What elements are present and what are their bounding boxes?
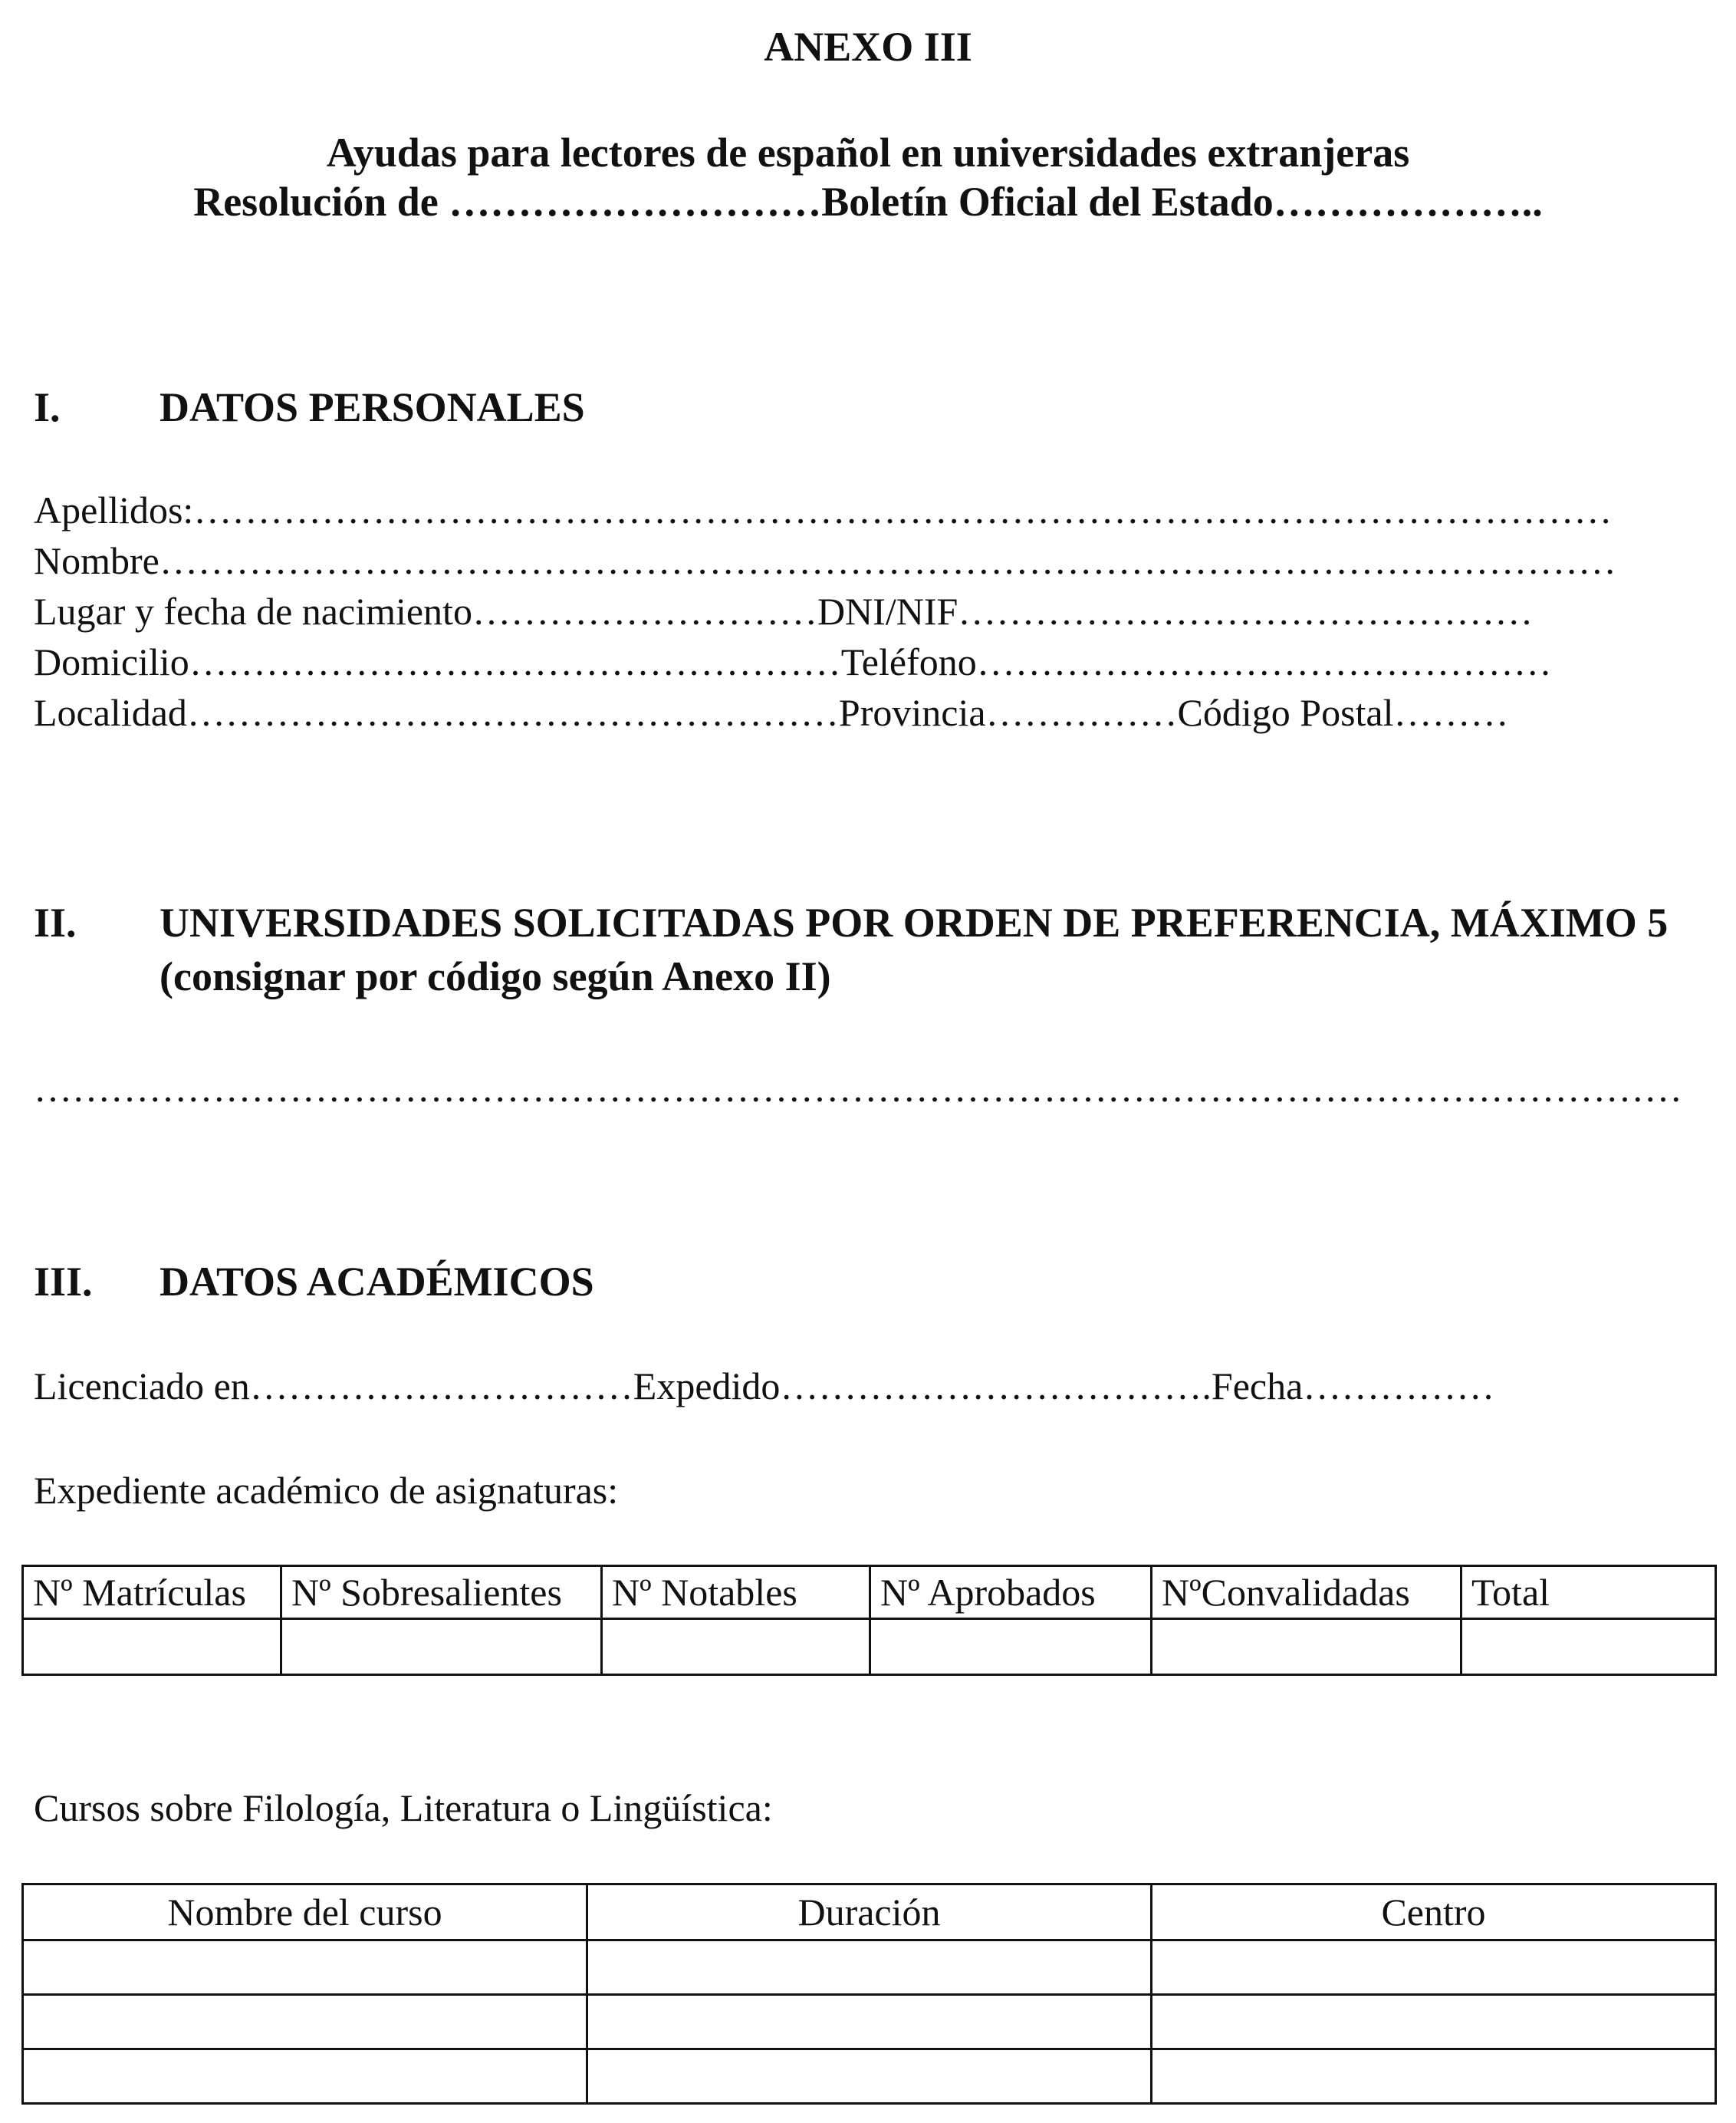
- courses-input-row: [23, 1940, 1716, 1995]
- courses-label: Cursos sobre Filología, Literatura o Lingüística:: [34, 1786, 773, 1829]
- courses-table: [21, 1883, 1717, 2105]
- courses-input-cell[interactable]: [1152, 1940, 1716, 1995]
- grades-header-cell: Nº Sobresalientes: [281, 1566, 602, 1619]
- annex-title: ANEXO III: [764, 24, 972, 70]
- section-2-number: II.: [34, 900, 77, 946]
- courses-input-cell[interactable]: [23, 1940, 587, 1995]
- grades-table: [21, 1565, 1717, 1676]
- grades-header-cell: Total: [1461, 1566, 1716, 1619]
- universities-field[interactable]: …………………………………………………………………………………………………………………: [34, 1067, 1682, 1110]
- grades-header-cell: NºConvalidadas: [1152, 1566, 1461, 1619]
- courses-input-row: [23, 2049, 1716, 2104]
- section-2-instruction: (consignar por código según Anexo II): [159, 953, 831, 999]
- form-subtitle: Ayudas para lectores de español en universidades extranjeras: [326, 130, 1410, 176]
- surname-field[interactable]: Apellidos:…………………………………………………………………………………………………: [34, 489, 1613, 532]
- grades-header-cell: Nº Matrículas: [23, 1566, 281, 1619]
- birth-and-id-field[interactable]: Lugar y fecha de nacimiento………………………DNI/NIF………………………………………: [34, 590, 1534, 633]
- section-2-title: UNIVERSIDADES SOLICITADAS POR ORDEN DE PREFERENCIA, MÁXIMO 5: [159, 900, 1669, 946]
- courses-header-cell: Centro: [1152, 1884, 1716, 1940]
- grades-input-cell[interactable]: [870, 1619, 1152, 1675]
- courses-input-cell[interactable]: [23, 1995, 587, 2049]
- degree-field[interactable]: Licenciado en…………………………Expedido…………………………….Fecha……………: [34, 1364, 1495, 1407]
- grades-label: Expediente académico de asignaturas:: [34, 1469, 619, 1512]
- section-3-title: DATOS ACADÉMICOS: [159, 1259, 594, 1305]
- courses-header-cell: Nombre del curso: [23, 1884, 587, 1940]
- name-field[interactable]: Nombre……………………………………………………………………………………………………: [34, 539, 1616, 582]
- grades-input-cell[interactable]: [1461, 1619, 1716, 1675]
- grades-input-row: [23, 1619, 1716, 1675]
- courses-input-cell[interactable]: [587, 1995, 1152, 2049]
- courses-input-cell[interactable]: [1152, 2049, 1716, 2104]
- courses-input-cell[interactable]: [587, 1940, 1152, 1995]
- courses-input-row: [23, 1995, 1716, 2049]
- courses-input-cell[interactable]: [23, 2049, 587, 2104]
- courses-header-cell: Duración: [587, 1884, 1152, 1940]
- grades-header-row: [23, 1566, 1716, 1619]
- grades-input-cell[interactable]: [23, 1619, 281, 1675]
- locality-province-postal-field[interactable]: Localidad……………………………………………Provincia……………Código Postal………: [34, 691, 1509, 734]
- grades-input-cell[interactable]: [1152, 1619, 1461, 1675]
- address-and-phone-field[interactable]: Domicilio……………………………………………Teléfono………………………………………: [34, 640, 1552, 683]
- grades-header-cell: Nº Aprobados: [870, 1566, 1152, 1619]
- section-1-title: DATOS PERSONALES: [159, 384, 585, 430]
- courses-header-row: [23, 1884, 1716, 1940]
- courses-input-cell[interactable]: [1152, 1995, 1716, 2049]
- resolution-line: Resolución de ………………………Boletín Oficial del Estado………………..: [193, 179, 1543, 225]
- courses-input-cell[interactable]: [587, 2049, 1152, 2104]
- section-3-number: III.: [34, 1259, 93, 1305]
- section-1-number: I.: [34, 384, 61, 430]
- grades-input-cell[interactable]: [602, 1619, 870, 1675]
- grades-input-cell[interactable]: [281, 1619, 602, 1675]
- grades-header-cell: Nº Notables: [602, 1566, 870, 1619]
